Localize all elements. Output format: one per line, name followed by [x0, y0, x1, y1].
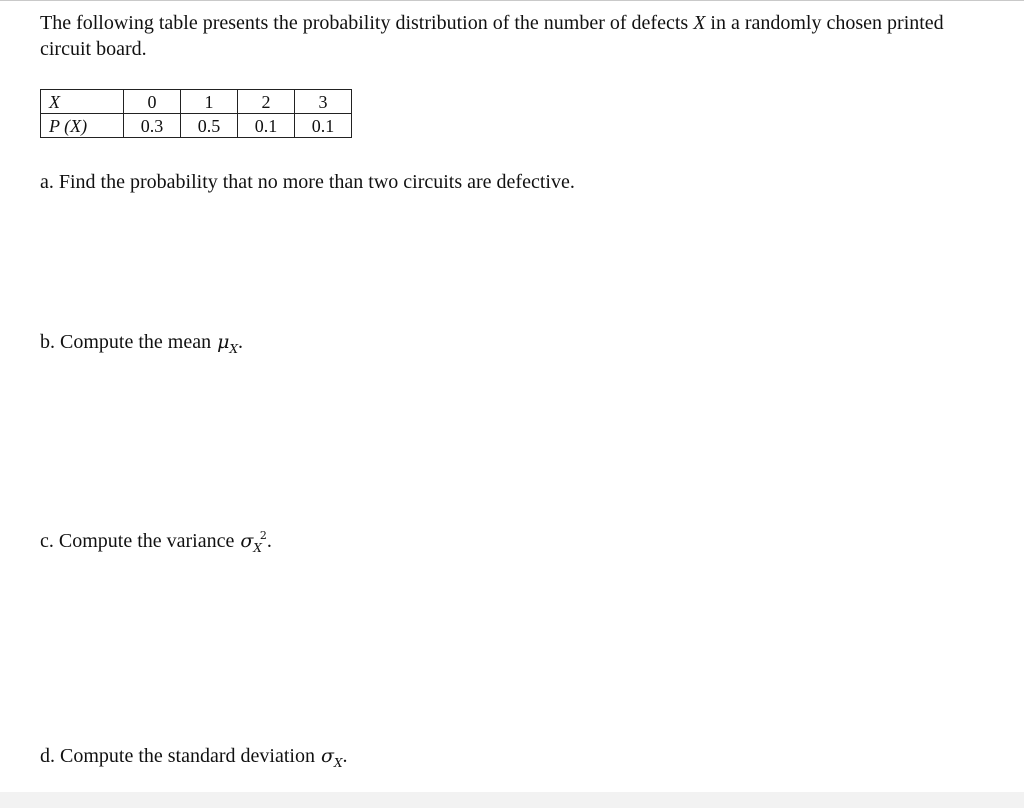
row-label-p: P (X) — [41, 114, 124, 138]
intro-text-end: in a randomly chosen printed circuit board. — [40, 12, 944, 60]
table-row-x — [41, 90, 352, 114]
top-border — [0, 0, 1024, 1]
table-row-p — [41, 114, 352, 138]
intro-variable: X — [693, 12, 706, 34]
mean-symbol — [217, 331, 238, 356]
variance-symbol-sigma: σ — [240, 530, 254, 552]
std-dev-symbol-sigma: σ — [320, 745, 334, 767]
question-d — [40, 743, 347, 776]
variance-symbol-superscript: 2 — [259, 529, 267, 542]
question-b — [40, 329, 243, 362]
p-value-0: 0.3 — [124, 114, 181, 138]
bottom-band — [0, 792, 1024, 808]
variance-symbol — [240, 529, 267, 555]
x-value-3: 3 — [295, 90, 352, 114]
variance-symbol-subscript: X — [253, 541, 262, 555]
question-b-text: b. Compute the mean — [40, 331, 212, 353]
p-value-2: 0.1 — [238, 114, 295, 138]
intro-text-start: The following table presents the probability distribution of the number of defects — [40, 12, 694, 34]
mean-symbol-subscript: X — [229, 342, 238, 356]
probability-distribution-table — [40, 89, 352, 138]
x-value-1: 1 — [181, 90, 238, 114]
question-a-text: a. Find the probability that no more than two circuits are defective. — [40, 171, 575, 193]
problem-intro — [40, 10, 980, 62]
question-a — [40, 169, 575, 195]
question-d-text: d. Compute the standard deviation — [40, 745, 315, 767]
std-dev-symbol-subscript: X — [333, 756, 343, 770]
x-value-2: 2 — [238, 90, 295, 114]
row-label-x: X — [41, 90, 124, 114]
question-c-suffix: . — [266, 530, 272, 552]
question-b-suffix: . — [237, 331, 243, 353]
question-c-text: c. Compute the variance — [40, 530, 235, 552]
x-value-0: 0 — [124, 90, 181, 114]
question-c — [40, 523, 272, 561]
p-value-3: 0.1 — [295, 114, 352, 138]
mean-symbol-mu: μ — [217, 331, 230, 353]
p-value-1: 0.5 — [181, 114, 238, 138]
question-d-suffix: . — [342, 745, 348, 767]
std-dev-symbol — [320, 745, 343, 770]
